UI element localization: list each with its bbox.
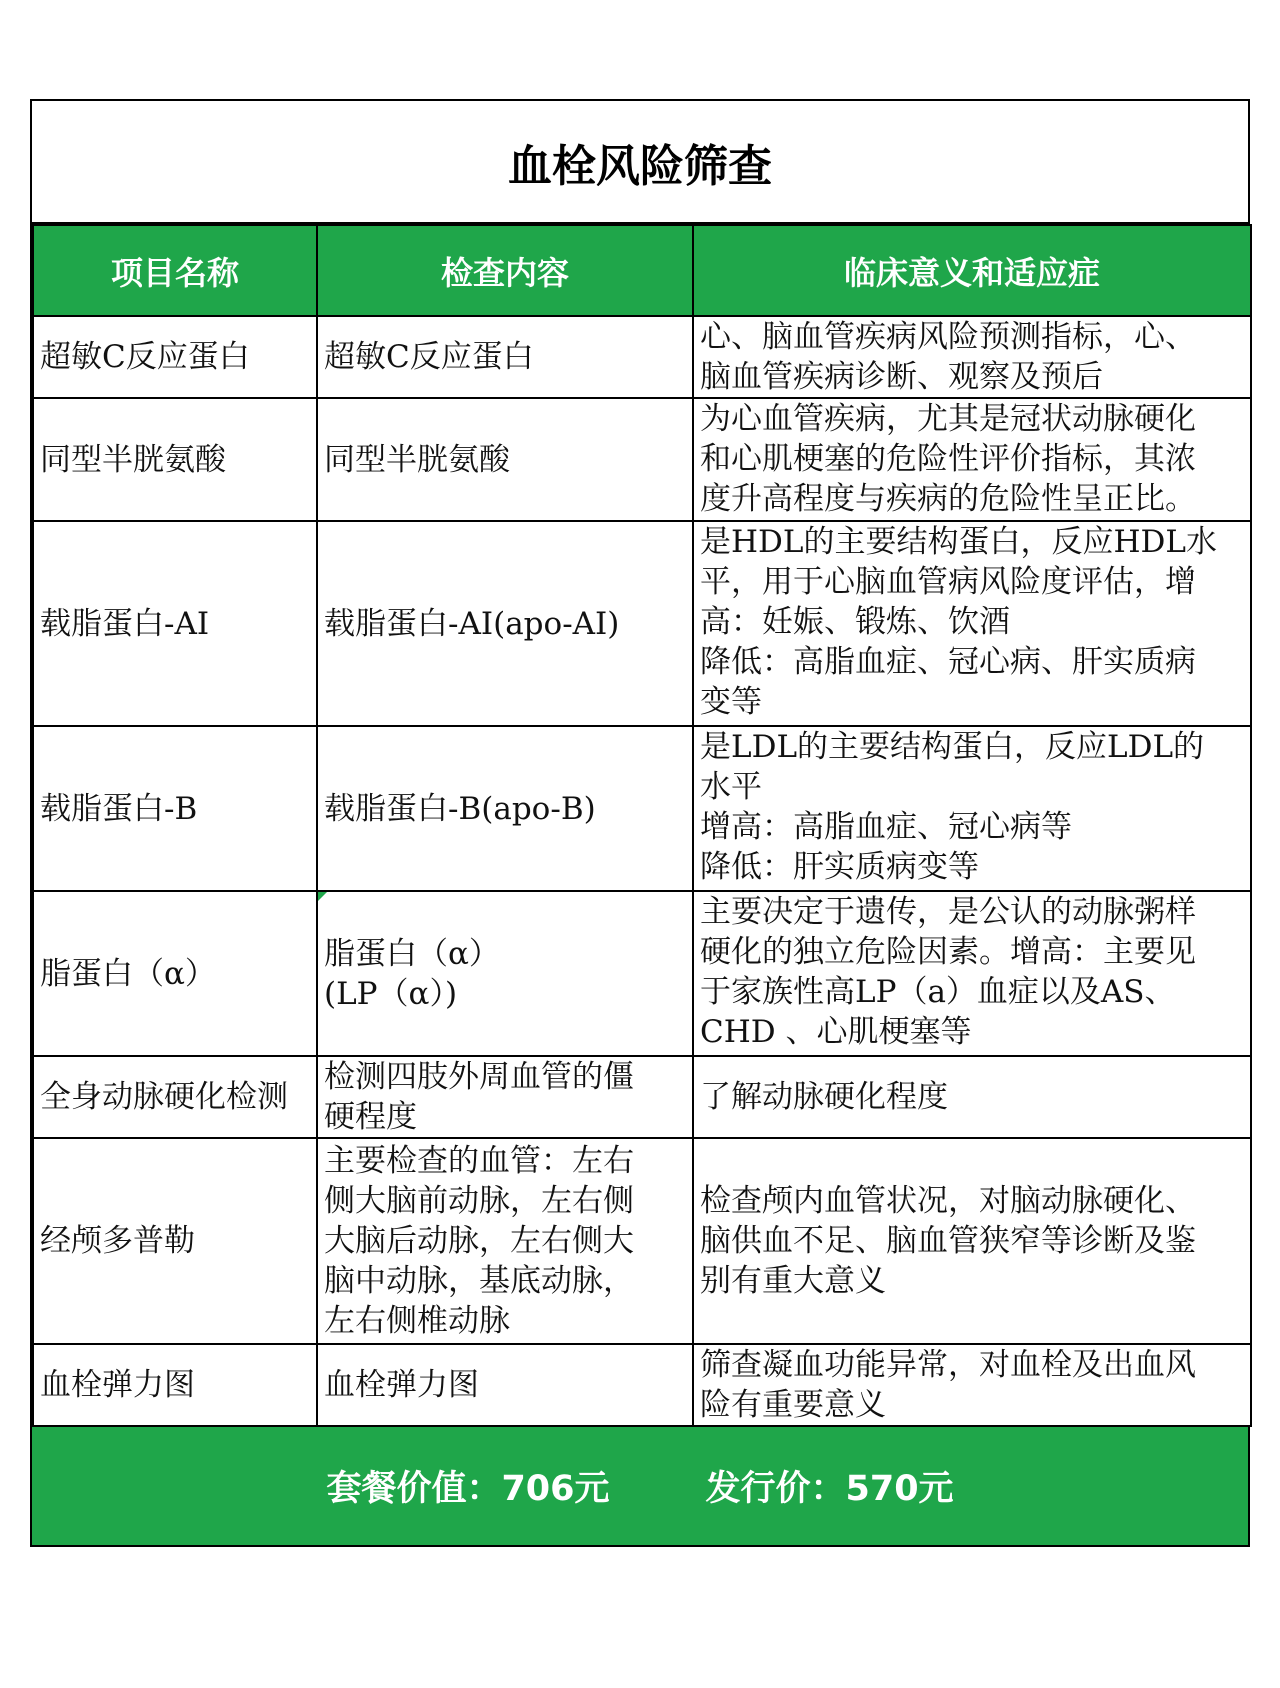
issue-price: 发行价：570元 xyxy=(705,1469,954,1509)
item-content: 载脂蛋白-AI(apo-AI) xyxy=(317,521,693,726)
item-significance: 心、脑血管疾病风险预测指标，心、 脑血管疾病诊断、观察及预后 xyxy=(693,316,1251,398)
item-content-text: 脂蛋白（α） (LP（α）) xyxy=(324,935,500,1012)
table-row xyxy=(33,726,1251,891)
item-name: 超敏C反应蛋白 xyxy=(33,316,317,398)
item-name: 载脂蛋白-B xyxy=(33,726,317,891)
table-row xyxy=(33,398,1251,521)
item-name: 经颅多普勒 xyxy=(33,1138,317,1344)
table-row xyxy=(33,891,1251,1056)
price-footer xyxy=(32,1427,1250,1547)
package-value: 套餐价值：706元 xyxy=(326,1469,610,1509)
item-name: 全身动脉硬化检测 xyxy=(33,1056,317,1138)
column-header-significance: 临床意义和适应症 xyxy=(693,225,1251,316)
table-row xyxy=(33,316,1251,398)
item-significance: 是LDL的主要结构蛋白，反应LDL的 水平 增高：高脂血症、冠心病等 降低：肝实质病变等 xyxy=(693,726,1251,891)
screening-table-sheet xyxy=(30,99,1250,1547)
column-header-content: 检查内容 xyxy=(317,225,693,316)
column-header-name: 项目名称 xyxy=(33,225,317,316)
item-content xyxy=(317,891,693,1056)
item-content: 超敏C反应蛋白 xyxy=(317,316,693,398)
item-significance: 是HDL的主要结构蛋白，反应HDL水 平，用于心脑血管病风险度评估，增 高：妊娠、锻炼、饮酒 降低：高脂血症、冠心病、肝实质病 变等 xyxy=(693,521,1251,726)
table-row xyxy=(33,1056,1251,1138)
screening-table xyxy=(32,224,1252,1427)
item-significance: 主要决定于遗传，是公认的动脉粥样 硬化的独立危险因素。增高：主要见 于家族性高LP（a）血症以及AS、 CHD 、心肌梗塞等 xyxy=(693,891,1251,1056)
item-significance: 为心血管疾病，尤其是冠状动脉硬化 和心肌梗塞的危险性评价指标，其浓 度升高程度与疾病的危险性呈正比。 xyxy=(693,398,1251,521)
item-content: 主要检查的血管：左右 侧大脑前动脉，左右侧 大脑后动脉，左右侧大 脑中动脉，基底动脉， 左右侧椎动脉 xyxy=(317,1138,693,1344)
item-significance: 检查颅内血管状况，对脑动脉硬化、 脑供血不足、脑血管狭窄等诊断及鉴 别有重大意义 xyxy=(693,1138,1251,1344)
page-title: 血栓风险筛查 xyxy=(32,101,1250,224)
item-content: 载脂蛋白-B(apo-B) xyxy=(317,726,693,891)
item-significance: 了解动脉硬化程度 xyxy=(693,1056,1251,1138)
item-name: 血栓弹力图 xyxy=(33,1344,317,1426)
item-name: 同型半胱氨酸 xyxy=(33,398,317,521)
item-content: 检测四肢外周血管的僵 硬程度 xyxy=(317,1056,693,1138)
item-significance: 筛查凝血功能异常，对血栓及出血风 险有重要意义 xyxy=(693,1344,1251,1426)
table-row xyxy=(33,1138,1251,1344)
item-name: 载脂蛋白-AI xyxy=(33,521,317,726)
item-content: 同型半胱氨酸 xyxy=(317,398,693,521)
table-row xyxy=(33,1344,1251,1426)
cell-note-marker xyxy=(318,892,327,901)
item-name: 脂蛋白（α） xyxy=(33,891,317,1056)
table-header-row xyxy=(33,225,1251,316)
item-content: 血栓弹力图 xyxy=(317,1344,693,1426)
table-row xyxy=(33,521,1251,726)
